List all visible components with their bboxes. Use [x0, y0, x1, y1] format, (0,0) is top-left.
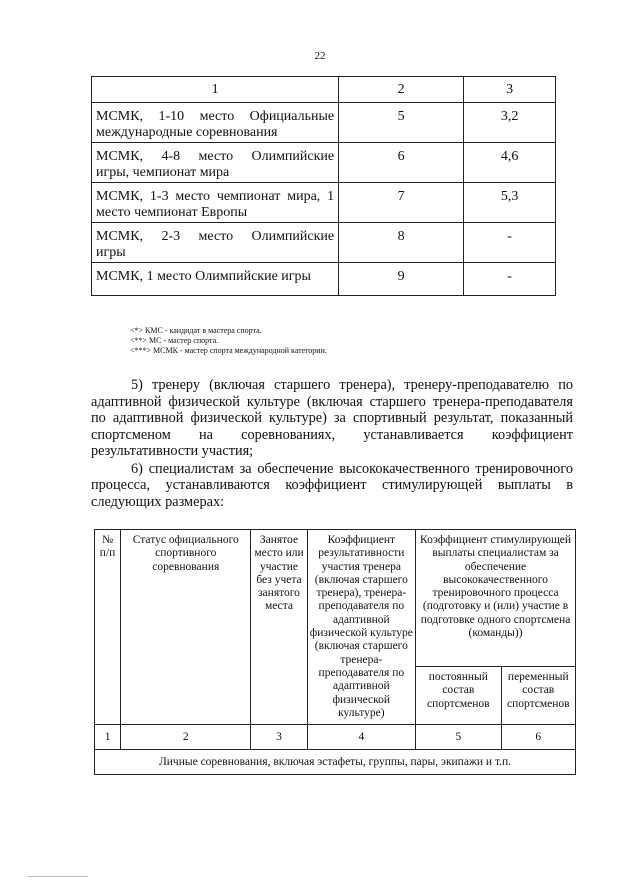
coefficient-cell: 4,6: [464, 143, 556, 183]
status-line-1: МСМК, 2-3 место Олимпийские: [96, 229, 335, 244]
coefficient-cell: 5,3: [464, 183, 556, 223]
paragraph-5: 5) тренеру (включая старшего тренера), тренеру-преподавателю по адаптивной физической культуре (включая старшего тренера-преподавателя по адаптивной физической культуре) за спортивный результат, показанный спортсменом на соревнованиях, устанавливается коэффициент результативности участия;: [91, 377, 573, 459]
status-cell: [92, 183, 339, 223]
status-cell: [92, 103, 339, 143]
stimulus-coefficient-table: [94, 529, 576, 775]
status-line-2: место чемпионат Европы: [96, 205, 248, 220]
header-coef-stim: Коэффициент стимулирующей выплаты специалистам за обеспечение высококачественного тренировочного процесса (подготовку и (или) участие в подготовке одного спортсмена (команды)): [416, 530, 576, 667]
column-numbers-row: [95, 725, 576, 750]
header-variable: переменный состав спортсменов: [501, 667, 575, 725]
paragraph-6: 6) специалистам за обеспечение высококачественного тренировочного процесса, устанавливаются коэффициент стимулирующей выплаты в следующих размерах:: [91, 460, 573, 510]
status-line-2: игры: [96, 245, 126, 260]
status-line-1: МСМК, 1-3 место чемпионат мира, 1: [96, 189, 335, 204]
status-line-1: МСМК, 1 место Олимпийские игры: [96, 269, 311, 284]
footnote: <***> МСМК - мастер спорта международной категории.: [130, 346, 327, 355]
status-line-2: международные соревнования: [96, 125, 278, 140]
column-number: 3: [251, 725, 307, 750]
coefficient-cell: -: [464, 263, 556, 296]
status-line-1: МСМК, 1-10 место Официальные: [96, 109, 335, 124]
header-status: Статус официального спортивного соревнования: [121, 530, 251, 725]
value-cell: 8: [339, 223, 464, 263]
table-row: [92, 223, 556, 263]
body-text: [91, 377, 573, 511]
table-row: [92, 183, 556, 223]
status-line-2: игры, чемпионат мира: [96, 165, 230, 180]
footnote: <**> МС - мастер спорта.: [130, 336, 219, 345]
column-number: 5: [416, 725, 501, 750]
header-coef-result: Коэффициент результативности участия тренера (включая старшего тренера), тренера-преподавателя по адаптивной физической культуре (включая старшего тренера-преподавателя по адаптивной физической культуре): [307, 530, 416, 725]
table-header-row: [92, 77, 556, 103]
coefficient-cell: -: [464, 223, 556, 263]
header-permanent: постоянный состав спортсменов: [416, 667, 501, 725]
status-cell: [92, 143, 339, 183]
header-place: Занятое место или участие без учета занятого места: [251, 530, 307, 725]
section-title-row: [95, 750, 576, 775]
value-cell: 5: [339, 103, 464, 143]
header-num: № п/п: [95, 530, 121, 725]
value-cell: 7: [339, 183, 464, 223]
status-cell: [92, 223, 339, 263]
value-cell: 6: [339, 143, 464, 183]
coefficient-cell: 3,2: [464, 103, 556, 143]
column-number: 2: [121, 725, 251, 750]
header-cell-1: 1: [92, 77, 339, 103]
status-cell: [92, 263, 339, 296]
column-number: 4: [307, 725, 416, 750]
status-line-1: МСМК, 4-8 место Олимпийские: [96, 149, 335, 164]
header-cell-2: 2: [339, 77, 464, 103]
page-number: 22: [314, 50, 326, 62]
footnotes: [130, 326, 327, 356]
footnote: <*> КМС - кандидат в мастера спорта.: [130, 326, 262, 335]
table-row: [92, 143, 556, 183]
scan-artifact-line: [28, 876, 88, 877]
table-row: [92, 263, 556, 296]
section-title: Личные соревнования, включая эстафеты, группы, пары, экипажи и т.п.: [95, 750, 576, 775]
placement-coefficient-table: [91, 76, 556, 296]
table-row: [92, 103, 556, 143]
value-cell: 9: [339, 263, 464, 296]
column-number: 6: [501, 725, 575, 750]
table-header-row: [95, 530, 576, 667]
column-number: 1: [95, 725, 121, 750]
header-cell-3: 3: [464, 77, 556, 103]
